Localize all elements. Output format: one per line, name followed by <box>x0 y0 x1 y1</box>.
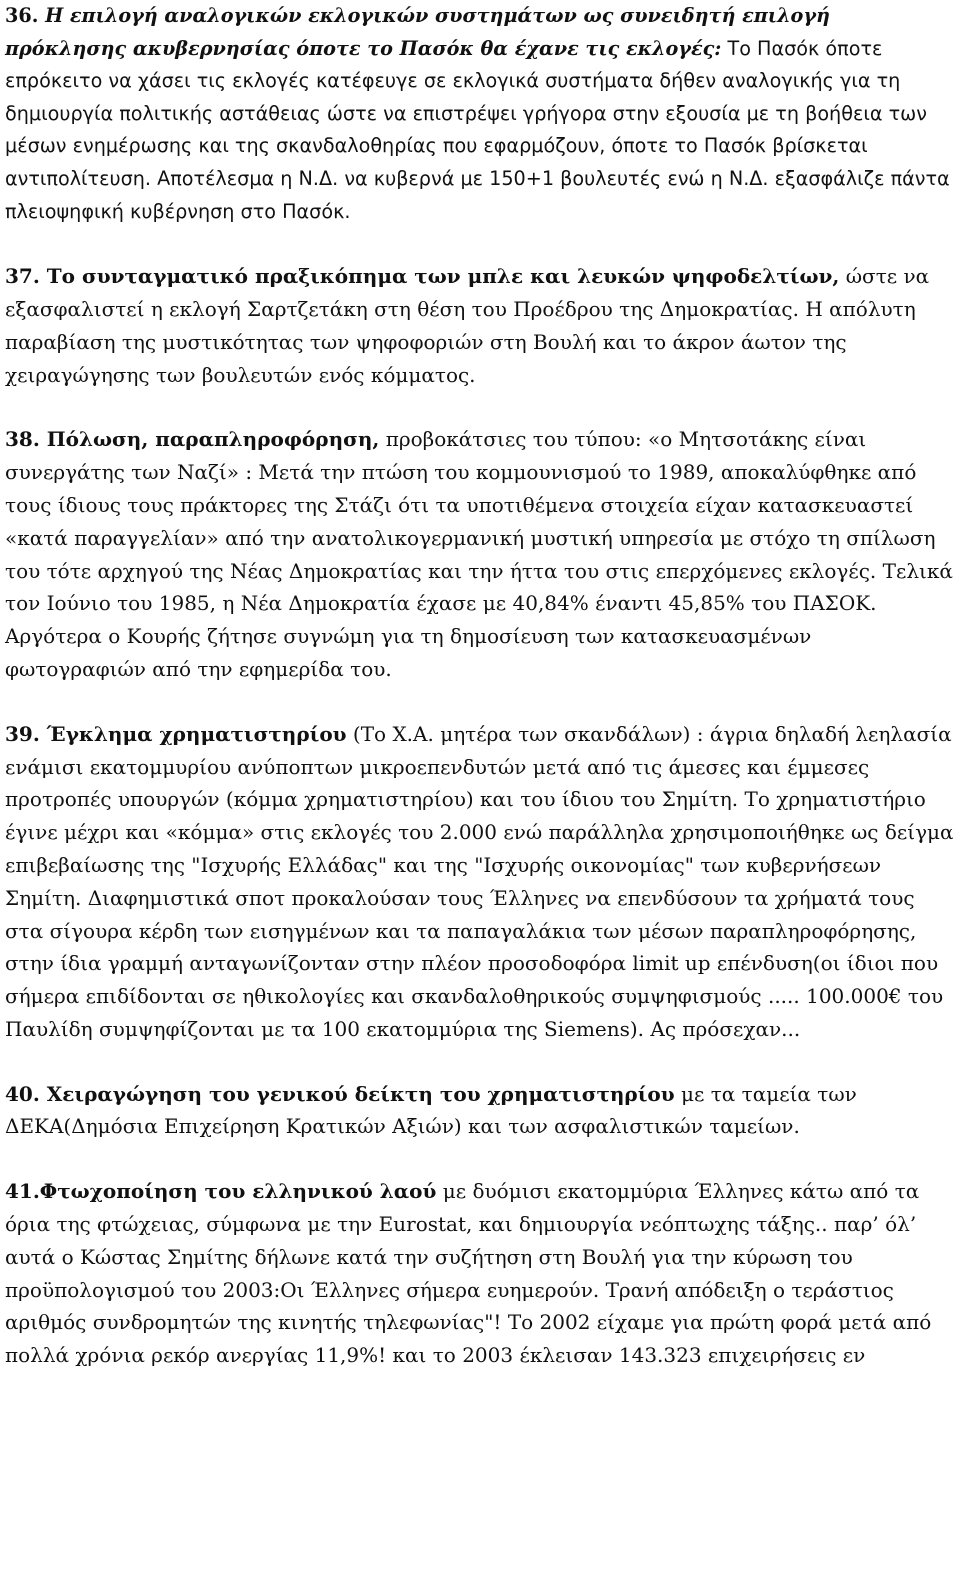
item-body: (Το Χ.Α. μητέρα των σκανδάλων) : άγρια δηλαδή λεηλασία ενάμισι εκατομμυρίου ανύποπτων μικροεπενδυτών μετά από τις άμεσες και έμμεσες προτροπές υπουργών (κόμμα χρηματιστηρίου) και του ίδιου του Σημίτη. Το χρηματιστήριο έγινε μέχρι και «κόμμα» στις εκλογές του 2.000 ενώ παράλληλα χρησιμοποιήθηκε ως δείγμα επιβεβαίωσης της "Ισχυρής Ελλάδας" και της "Ισχυρής οικονομίας" των κυβερνήσεων Σημίτη. Διαφημιστικά σποτ προκαλούσαν τους Έλληνες να επενδύσουν τα χρήματά τους στα σίγουρα κέρδη των εισηγμένων και τα παπαγαλάκια των μέσων παραπληροφόρησης, στην ίδια γραμμή ανταγωνίζονταν στην πλέον προσοδοφόρα limit up επένδυση(οι ίδιοι που σήμερα επιδίδονται σε ηθικολογίες και σκανδαλοθηρικούς συμψηφισμούς ..... 100.000€ του Παυλίδη συμψηφίζονται με τα 100 εκατομμύρια της Siemens). Ας πρόσεχαν... <box>5 721 954 1041</box>
item-number: 39. <box>5 721 40 746</box>
item-body: προβοκάτσιες του τύπου: «ο Μητσοτάκης είναι συνεργάτης των Ναζί» : Μετά την πτώση του κομμουνισμού το 1989, αποκαλύφθηκε από τους ίδιους τους πράκτορες της Στάζι ότι τα υποτιθέμενα στοιχεία είχαν κατασκευαστεί «κατά παραγγελίαν» από την ανατολικογερμανική μυστική υπηρεσία με στόχο τη σπίλωση του τότε αρχηγού της Νέας Δημοκρατίας και την ήττα του στις επερχόμενες εκλογές. Τελικά τον Ιούνιο του 1985, η Νέα Δημοκρατία έχασε με 40,84% έναντι 45,85% του ΠΑΣΟΚ. Αργότερα ο Κουρής ζήτησε συγνώμη για τη δημοσίευση των κατασκευασμένων φωτογραφιών από την εφημερίδα του. <box>5 427 953 681</box>
item-number: 37. <box>5 264 40 289</box>
item-heading: Το συνταγματικό πραξικόπημα των μπλε και λευκών ψηφοδελτίων, <box>39 264 840 289</box>
item-heading: Πόλωση, παραπληροφόρηση, <box>39 427 380 452</box>
list-item-36 <box>5 0 957 228</box>
item-heading: Η επιλογή αναλογικών εκλογικών συστημάτων ως συνειδητή επιλογή πρόκλησης ακυβερνησίας όποτε το Πασόκ θα έχανε τις εκλογές: <box>5 4 830 60</box>
list-item-37 <box>5 260 957 391</box>
item-body: με δυόμισι εκατομμύρια Έλληνες κάτω από τα όρια της φτώχειας, σύμφωνα με την Eurostat, και δημιουργία νεόπτωχης τάξης.. παρ’ όλ’ αυτά ο Κώστας Σημίτης δήλωνε κατά την συζήτηση στη Βουλή για την κύρωση του προϋπολογισμού του 2003:Οι Έλληνες σήμερα ευημερούν. Τρανή απόδειξη ο τεράστιος αριθμός συνδρομητών της κινητής τηλεφωνίας"! Το 2002 είχαμε για πρώτη φορά μετά από πολλά χρόνια ρεκόρ ανεργίας 11,9%! και το 2003 έκλεισαν 143.323 επιχειρήσεις εν <box>5 1179 932 1368</box>
item-body: ώστε να εξασφαλιστεί η εκλογή Σαρτζετάκη στη θέση του Προέδρου της Δημοκρατίας. Η απόλυτη παραβίαση της μυστικότητας των ψηφοφοριών στη Βουλή και το άκρον άωτον της χειραγώγησης των βουλευτών ενός κόμματος. <box>5 264 930 387</box>
item-heading: Φτωχοποίηση του ελληνικού λαού <box>39 1179 437 1204</box>
item-number: 40. <box>5 1081 40 1106</box>
list-item-38 <box>5 423 957 685</box>
item-number: 36. <box>5 4 39 27</box>
list-item-39 <box>5 718 957 1046</box>
item-number: 41. <box>5 1179 40 1204</box>
list-item-41 <box>5 1175 957 1372</box>
list-item-40 <box>5 1078 957 1144</box>
document-page <box>5 0 957 1372</box>
item-body: με τα ταμεία των ΔΕΚΑ(Δημόσια Επιχείρηση Κρατικών Αξιών) και των ασφαλιστικών ταμείων. <box>5 1081 857 1139</box>
item-body: Το Πασόκ όποτε επρόκειτο να χάσει τις εκλογές κατέφευγε σε εκλογικά συστήματα δήθεν αναλογικής για τη δημιουργία πολιτικής αστάθειας ώστε να επιστρέψει γρήγορα στην εξουσία με τη βοήθεια των μέσων ενημέρωσης και της σκανδαλοθηρίας που εφαρμόζουν, όποτε το Πασόκ βρίσκεται αντιπολίτευση. Αποτέλεσμα η Ν.Δ. να κυβερνά με 150+1 βουλευτές ενώ η Ν.Δ. εξασφάλιζε πάντα πλειοψηφική κυβέρνηση στο Πασόκ. <box>5 36 950 223</box>
item-heading: Χειραγώγηση του γενικού δείκτη του χρηματιστηρίου <box>39 1081 675 1106</box>
item-heading: Έγκλημα χρηματιστηρίου <box>39 721 347 746</box>
item-number: 38. <box>5 427 40 452</box>
